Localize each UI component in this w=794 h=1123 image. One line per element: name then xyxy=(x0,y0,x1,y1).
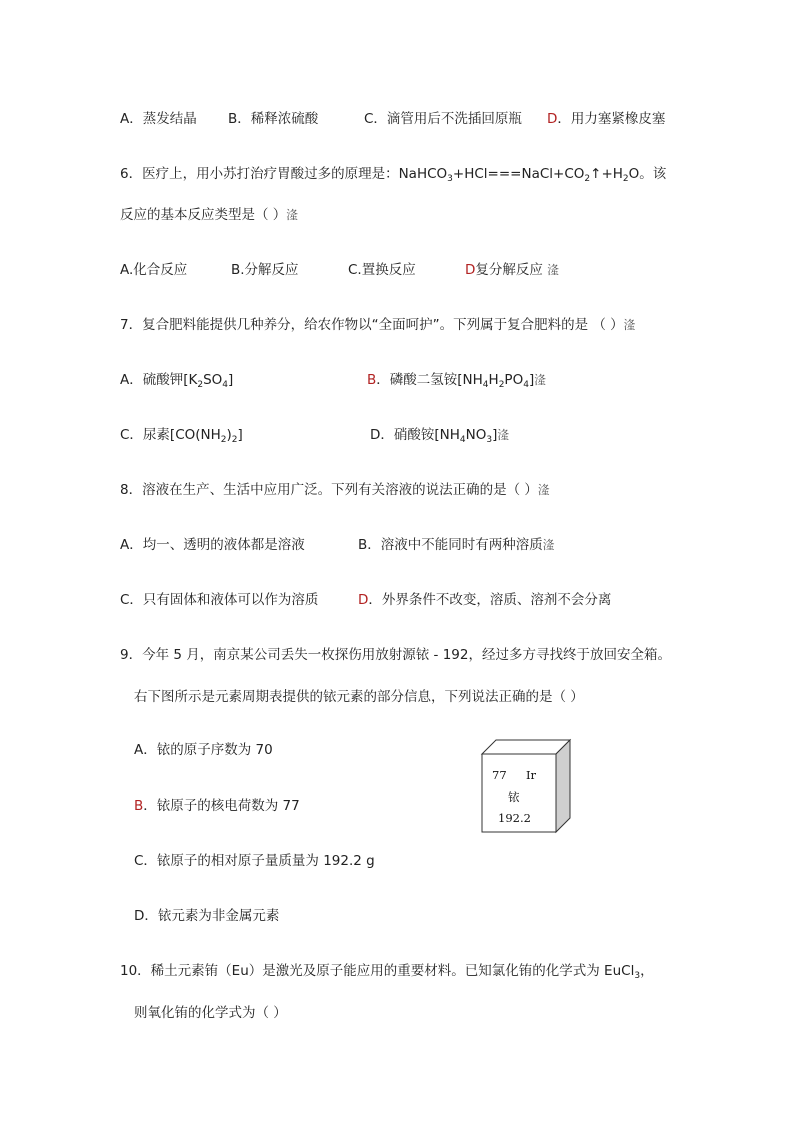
q5-option-c: C．滴管用后不洗插回原瓶 xyxy=(364,111,522,127)
q7-stem xyxy=(120,316,636,334)
q9-option-c: C．铱原子的相对原子量质量为 192.2 g xyxy=(134,853,375,869)
q7-b-sub2: 2 xyxy=(498,380,505,390)
q7-d-2: NO xyxy=(465,427,487,443)
q7-b-mark: 湰 xyxy=(534,373,547,387)
q7-b-3: PO xyxy=(504,372,524,388)
q5-option-a: A．蒸发结晶 xyxy=(120,111,197,127)
q6-stem-1a: 6．医疗上，用小苏打治疗胃酸过多的原理是：NaHCO xyxy=(120,166,448,182)
q5-option-d-text: ．用力塞紧橡皮塞 xyxy=(557,111,666,127)
q6-stem-line-2 xyxy=(120,206,298,224)
q6-option-a: A.化合反应 xyxy=(120,262,188,278)
q7-c-1: C．尿素[CO(NH xyxy=(120,427,221,443)
q7-b-4: ] xyxy=(528,372,535,388)
q6-sub-2b: 2 xyxy=(622,174,629,184)
q8-b-mark: 湰 xyxy=(542,538,555,552)
q6-stem-1b: +HCl===NaCl+CO xyxy=(452,166,585,182)
q7-mark: 湰 xyxy=(623,318,636,332)
q6-sub-2a: 2 xyxy=(584,174,591,184)
q7-a-sub2: 2 xyxy=(197,380,204,390)
q8-option-d-text: ．外界条件不改变，溶质、溶剂不会分离 xyxy=(368,592,612,608)
q7-option-b xyxy=(367,371,546,394)
q8-stem xyxy=(120,481,550,499)
q6-mark: 湰 xyxy=(286,208,299,222)
q8-answer-letter: D xyxy=(358,592,369,608)
q9-option-b-text: ．铱原子的核电荷数为 77 xyxy=(143,798,300,814)
q8-stem-text: 8．溶液在生产、生活中应用广泛。下列有关溶液的说法正确的是（ ） xyxy=(120,482,538,498)
q9-option-b xyxy=(134,797,300,815)
q9-option-a: A．铱的原子序数为 70 xyxy=(134,742,273,758)
q7-a-2: SO xyxy=(203,372,223,388)
q7-option-d xyxy=(370,426,509,449)
q5-option-b: B．稀释浓硫酸 xyxy=(228,111,319,127)
q10-stem-line-2: 则氧化铕的化学式为（ ） xyxy=(134,1005,287,1021)
element-card-iridium xyxy=(478,738,574,834)
q7-answer-letter: B xyxy=(367,372,377,388)
q6-option-mark: 湰 xyxy=(547,263,560,277)
q7-d-1: D．硝酸铵[NH xyxy=(370,427,460,443)
q7-c-sub2b: 2 xyxy=(231,435,238,445)
q7-b-sub4: 4 xyxy=(482,380,489,390)
q5-answer-letter: D xyxy=(547,111,558,127)
q8-option-c: C．只有固体和液体可以作为溶质 xyxy=(120,592,319,608)
q7-a-1: A．硫酸钾[K xyxy=(120,372,198,388)
q9-stem-line-2: 右下图所示是元素周期表提供的铱元素的部分信息，下列说法正确的是（ ） xyxy=(134,689,584,705)
q7-stem-text: 7．复合肥料能提供几种养分，给农作物以“全面呵护”。下列属于复合肥料的是 （ ） xyxy=(120,317,624,333)
q8-option-b xyxy=(358,536,555,554)
q7-c-2: ) xyxy=(226,427,232,443)
q7-c-sub2a: 2 xyxy=(220,435,227,445)
q8-option-a: A．均一、透明的液体都是溶液 xyxy=(120,537,305,553)
q10-stem-1a: 10．稀土元素铕（Eu）是激光及原子能应用的重要材料。已知氯化铕的化学式为 EuCl xyxy=(120,963,635,979)
q7-b-sub4b: 4 xyxy=(523,380,529,390)
q6-option-d-text: 复分解反应 xyxy=(475,262,543,278)
q8-mark: 湰 xyxy=(537,483,550,497)
q9-option-d: D．铱元素为非金属元素 xyxy=(134,908,280,924)
element-name: 铱 xyxy=(508,790,520,804)
q5-option-d xyxy=(547,110,665,128)
q10-stem-line-1 xyxy=(120,962,654,985)
q9-answer-letter: B xyxy=(134,798,144,814)
q8-option-b-text: B．溶液中不能同时有两种溶质 xyxy=(358,537,543,553)
element-symbol: Ir xyxy=(526,768,537,782)
q7-c-3: ] xyxy=(237,427,243,443)
q7-option-c xyxy=(120,426,243,449)
q6-option-c: C.置换反应 xyxy=(348,262,416,278)
q6-stem-2: 反应的基本反应类型是（ ） xyxy=(120,207,287,223)
q10-stem-1b: ， xyxy=(640,963,654,979)
q10-sub-3: 3 xyxy=(634,971,641,981)
q6-answer-letter: D xyxy=(465,262,476,278)
q6-sub-3: 3 xyxy=(447,174,453,184)
q7-a-3: ] xyxy=(228,372,234,388)
q7-d-3: ] xyxy=(492,427,498,443)
q7-a-sub4: 4 xyxy=(222,380,229,390)
q6-option-d xyxy=(465,261,559,279)
q7-b-1: ．磷酸二氢铵[NH xyxy=(376,372,483,388)
q6-stem-line-1 xyxy=(120,165,666,188)
q6-stem-1d: O。该 xyxy=(628,166,667,182)
element-atomic-number: 77 xyxy=(492,768,507,782)
q8-option-d xyxy=(358,591,611,609)
q7-d-sub4: 4 xyxy=(459,435,466,445)
q7-d-mark: 湰 xyxy=(497,428,510,442)
q6-option-b: B.分解反应 xyxy=(231,262,299,278)
q6-stem-1c: ↑+H xyxy=(590,166,623,182)
element-atomic-mass: 192.2 xyxy=(498,811,531,825)
q9-stem-line-1: 9．今年 5 月，南京某公司丢失一枚探伤用放射源铱 - 192，经过多方寻找终于放回安全箱。 xyxy=(120,647,671,663)
q7-option-a xyxy=(120,371,233,394)
q7-d-sub3: 3 xyxy=(486,435,493,445)
q7-b-2: H xyxy=(488,372,499,388)
